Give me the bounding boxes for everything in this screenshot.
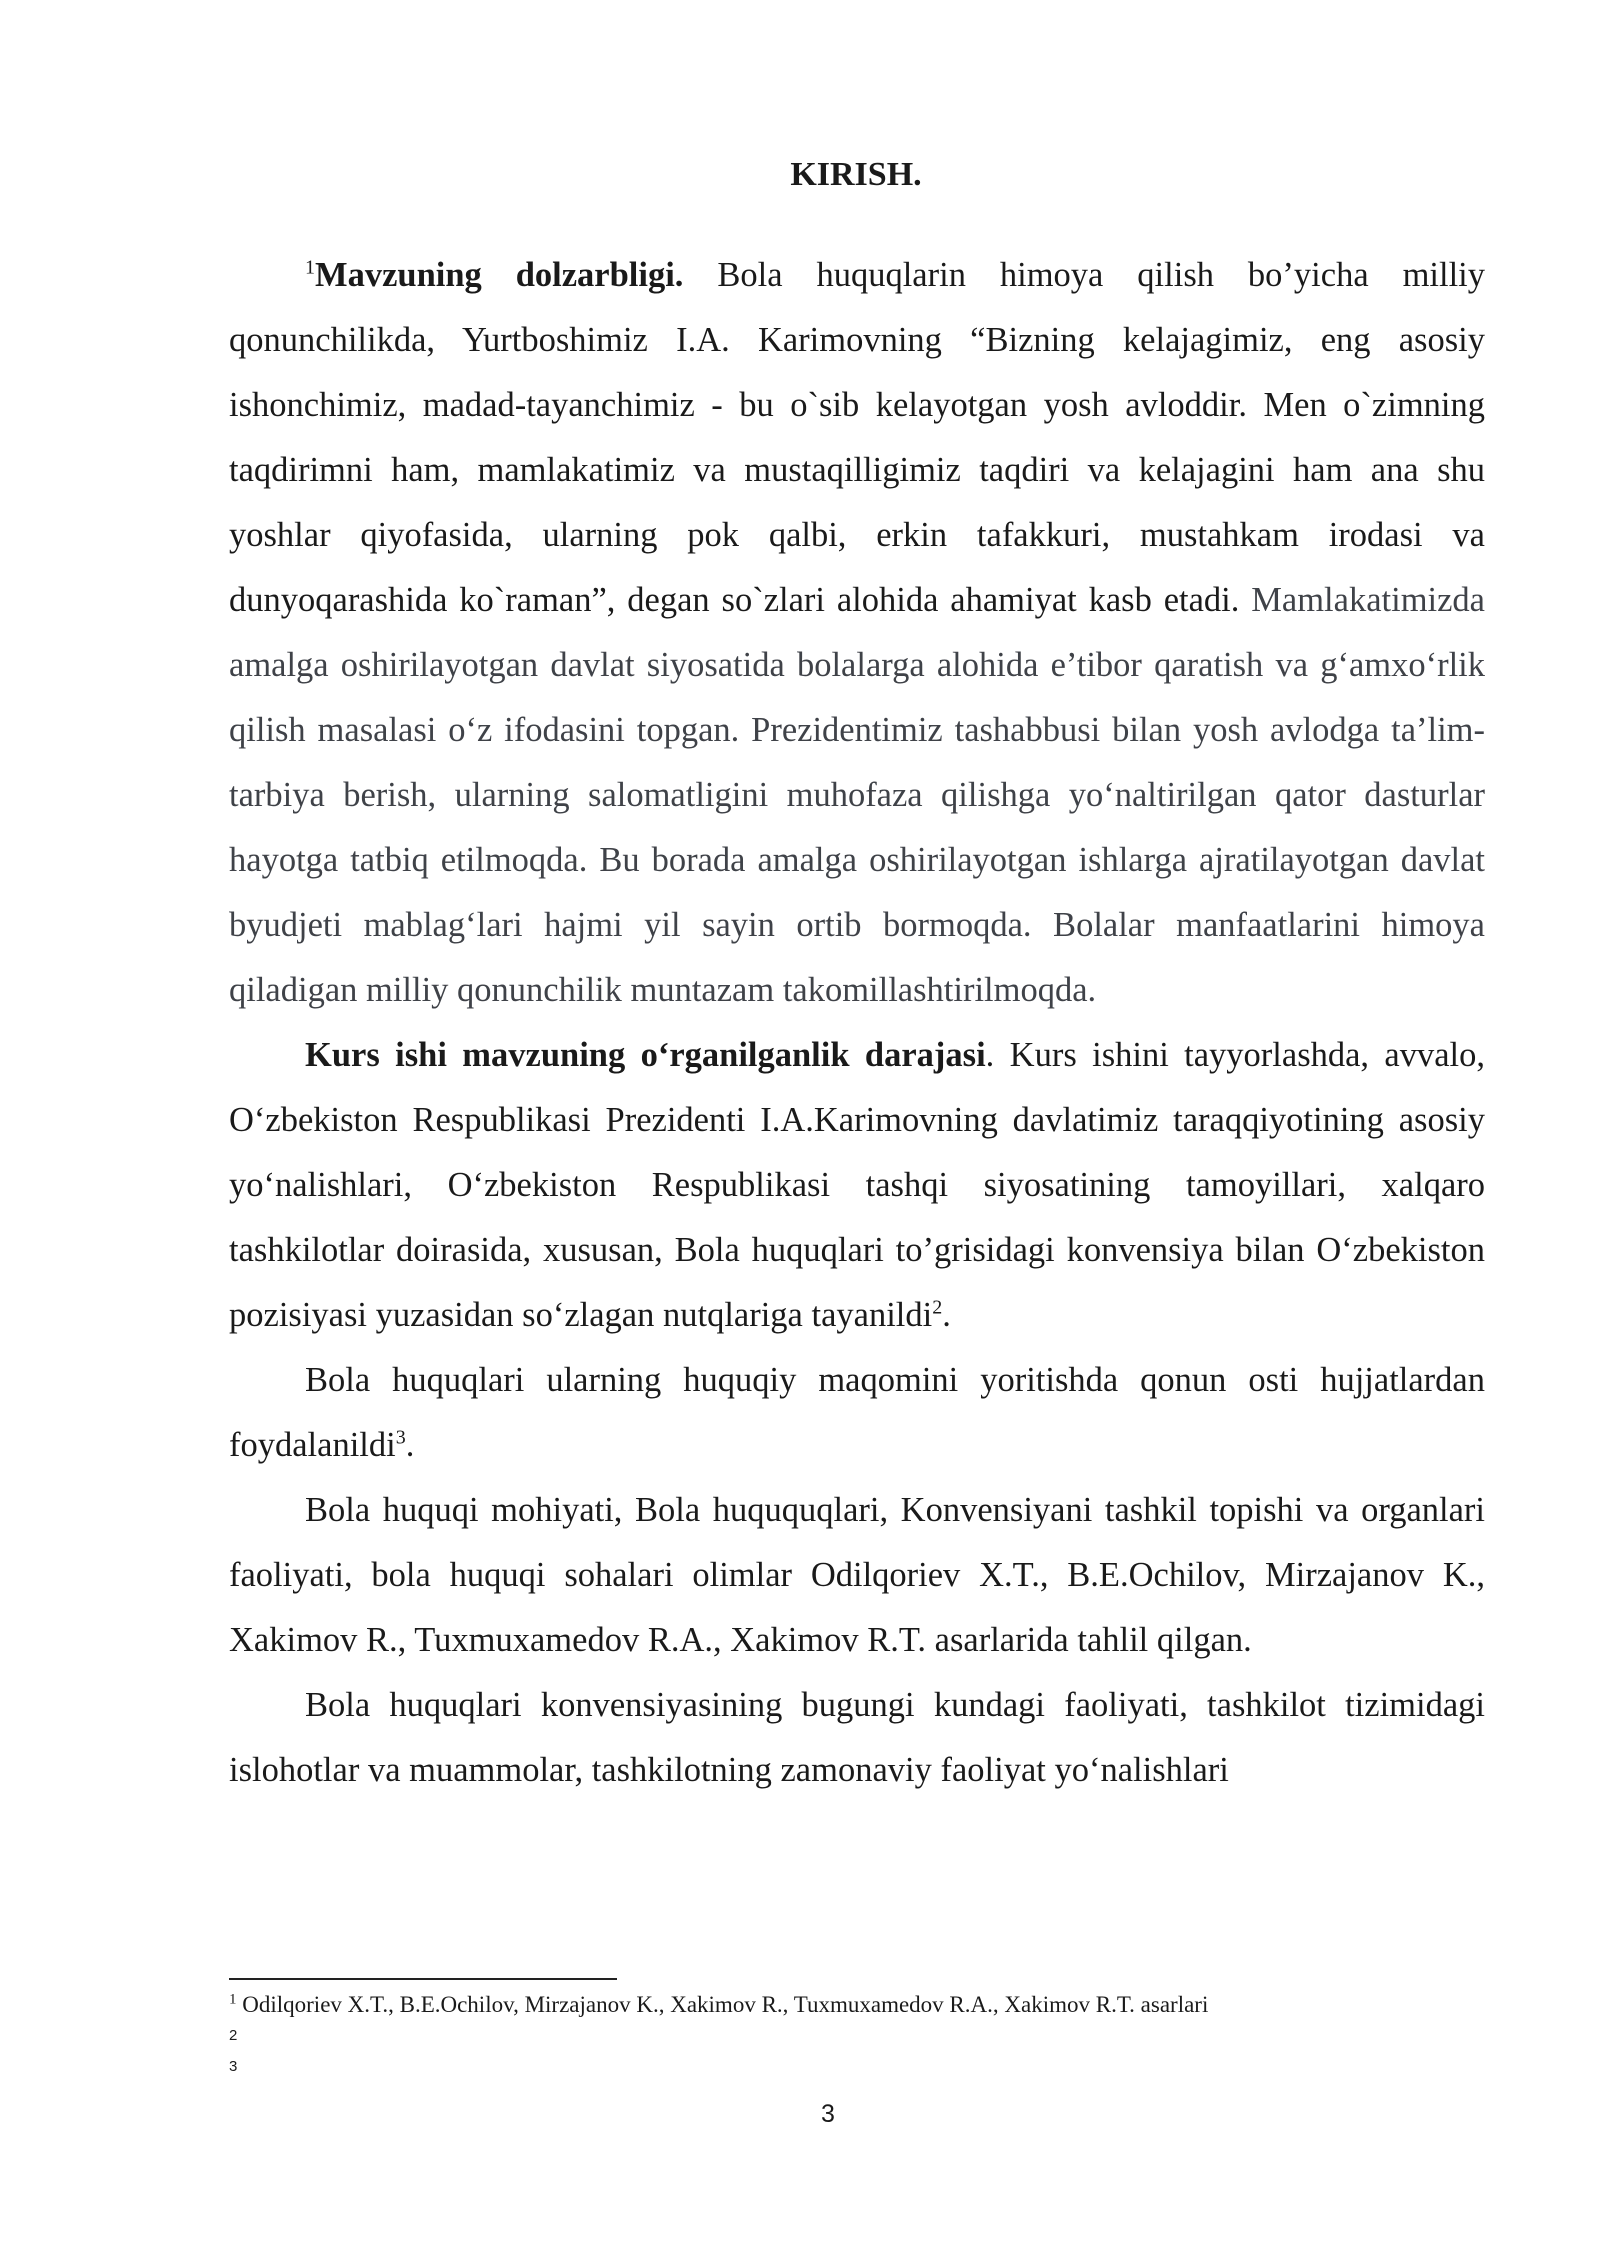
legal-status-end: . — [405, 1426, 415, 1464]
relevance-heading: Mavzuning dolzarbligi. — [315, 256, 684, 294]
scholars-text: Bola huquqi mohiyati, Bola huququqlari, Konvensiyani tashkil topishi va organlari faoliyati, bola huquqi sohalari olimlar Odilqoriev X.T., B.E.Ochilov, Mirzajanov K., Xakimov R., Tuxmuxamedov R.A., Xakimov R.T. asarlarida tahlil qilgan. — [229, 1491, 1485, 1659]
body-text — [229, 243, 1485, 1803]
paragraph-scholars — [229, 1478, 1485, 1673]
footnote-3-mark: 3 — [229, 2058, 238, 2075]
relevance-text: Bola huquqlarin himoya qilish bo’yicha milliy qonunchilikda, Yurtboshimiz I.A. Karimovning “Bizning kelajagimiz, eng asosiy ishonchimiz, madad-tayanchimiz - bu o`sib kelayotgan yosh avloddir. Men o`zimning taqdirimni ham, mamlakatimiz va mustaqilligimiz taqdiri va kelajagini ham ana shu yoshlar qiyofasida, ularning pok qalbi, erkin tafakkuri, mustahkam irodasi va dunyoqarashida ko`raman”, degan so`zlari alohida ahamiyat kasb etadi. — [229, 256, 1485, 619]
page-number: 3 — [821, 2100, 835, 2128]
footnote-1-mark: 1 — [229, 1991, 237, 2008]
page-title: KIRISH. — [790, 156, 922, 193]
paragraph-study-level — [229, 1023, 1485, 1348]
relevance-text-continued: Mamlakatimizda amalga oshirilayotgan davlat siyosatida bolalarga alohida e’tibor qaratish va g‘amxo‘rlik qilish masalasi o‘z ifodasini topgan. Prezidentimiz tashabbusi bilan yosh avlodga ta’lim-tarbiya berish, ularning salomatligini muhofaza qilishga yo‘naltirilgan qator dasturlar hayotga tatbiq etilmoqda. Bu borada amalga oshirilayotgan ishlarga ajratilayotgan davlat byudjeti mablag‘lari hajmi yil sayin ortib bormoqda. Bolalar manfaatlarini himoya qiladigan milliy qonunchilik muntazam takomillashtirilmoqda. — [229, 581, 1485, 1009]
footnote-2 — [229, 2020, 1485, 2051]
convention-text: Bola huquqlari konvensiyasining bugungi kundagi faoliyati, tashkilot tizimidagi islohotlar va muammolar, tashkilotning zamonaviy faoliyat yo‘nalishlari — [229, 1686, 1485, 1789]
footnote-2-mark: 2 — [229, 2027, 238, 2044]
footnotes — [229, 1990, 1485, 2082]
study-level-text: . Kurs ishini tayyorlashda, avvalo, O‘zbekiston Respublikasi Prezidenti I.A.Karimovning davlatimiz taraqqiyotining asosiy yo‘nalishlari, O‘zbekiston Respublikasi tashqi siyosatining tamoyillari, xalqaro tashkilotlar doirasida, xususan, Bola huquqlari to’grisidagi konvensiya bilan O‘zbekiston pozisiyasi yuzasidan so‘zlagan nutqlariga tayanildi — [229, 1036, 1486, 1334]
footnote-ref-1[interactable]: 1 — [305, 256, 315, 279]
footnote-3 — [229, 2051, 1485, 2082]
paragraph-relevance — [229, 243, 1485, 1023]
footnote-ref-3[interactable]: 3 — [395, 1426, 406, 1449]
study-level-end: . — [942, 1296, 951, 1334]
paragraph-legal-status — [229, 1348, 1485, 1478]
legal-status-text: Bola huquqlari ularning huquqiy maqomini yoritishda qonun osti hujjatlardan foydalanildi — [229, 1361, 1485, 1464]
footnote-1-text: Odilqoriev X.T., B.E.Ochilov, Mirzajanov K., Xakimov R., Tuxmuxamedov R.A., Xakimov R.T. asarlari — [236, 1992, 1209, 2017]
paragraph-convention — [229, 1673, 1485, 1803]
footnote-ref-2[interactable]: 2 — [932, 1296, 943, 1319]
footnote-divider — [229, 1978, 617, 1980]
footnote-1 — [229, 1990, 1485, 2020]
study-level-heading: Kurs ishi mavzuning o‘rganilganlik darajasi — [305, 1036, 986, 1074]
